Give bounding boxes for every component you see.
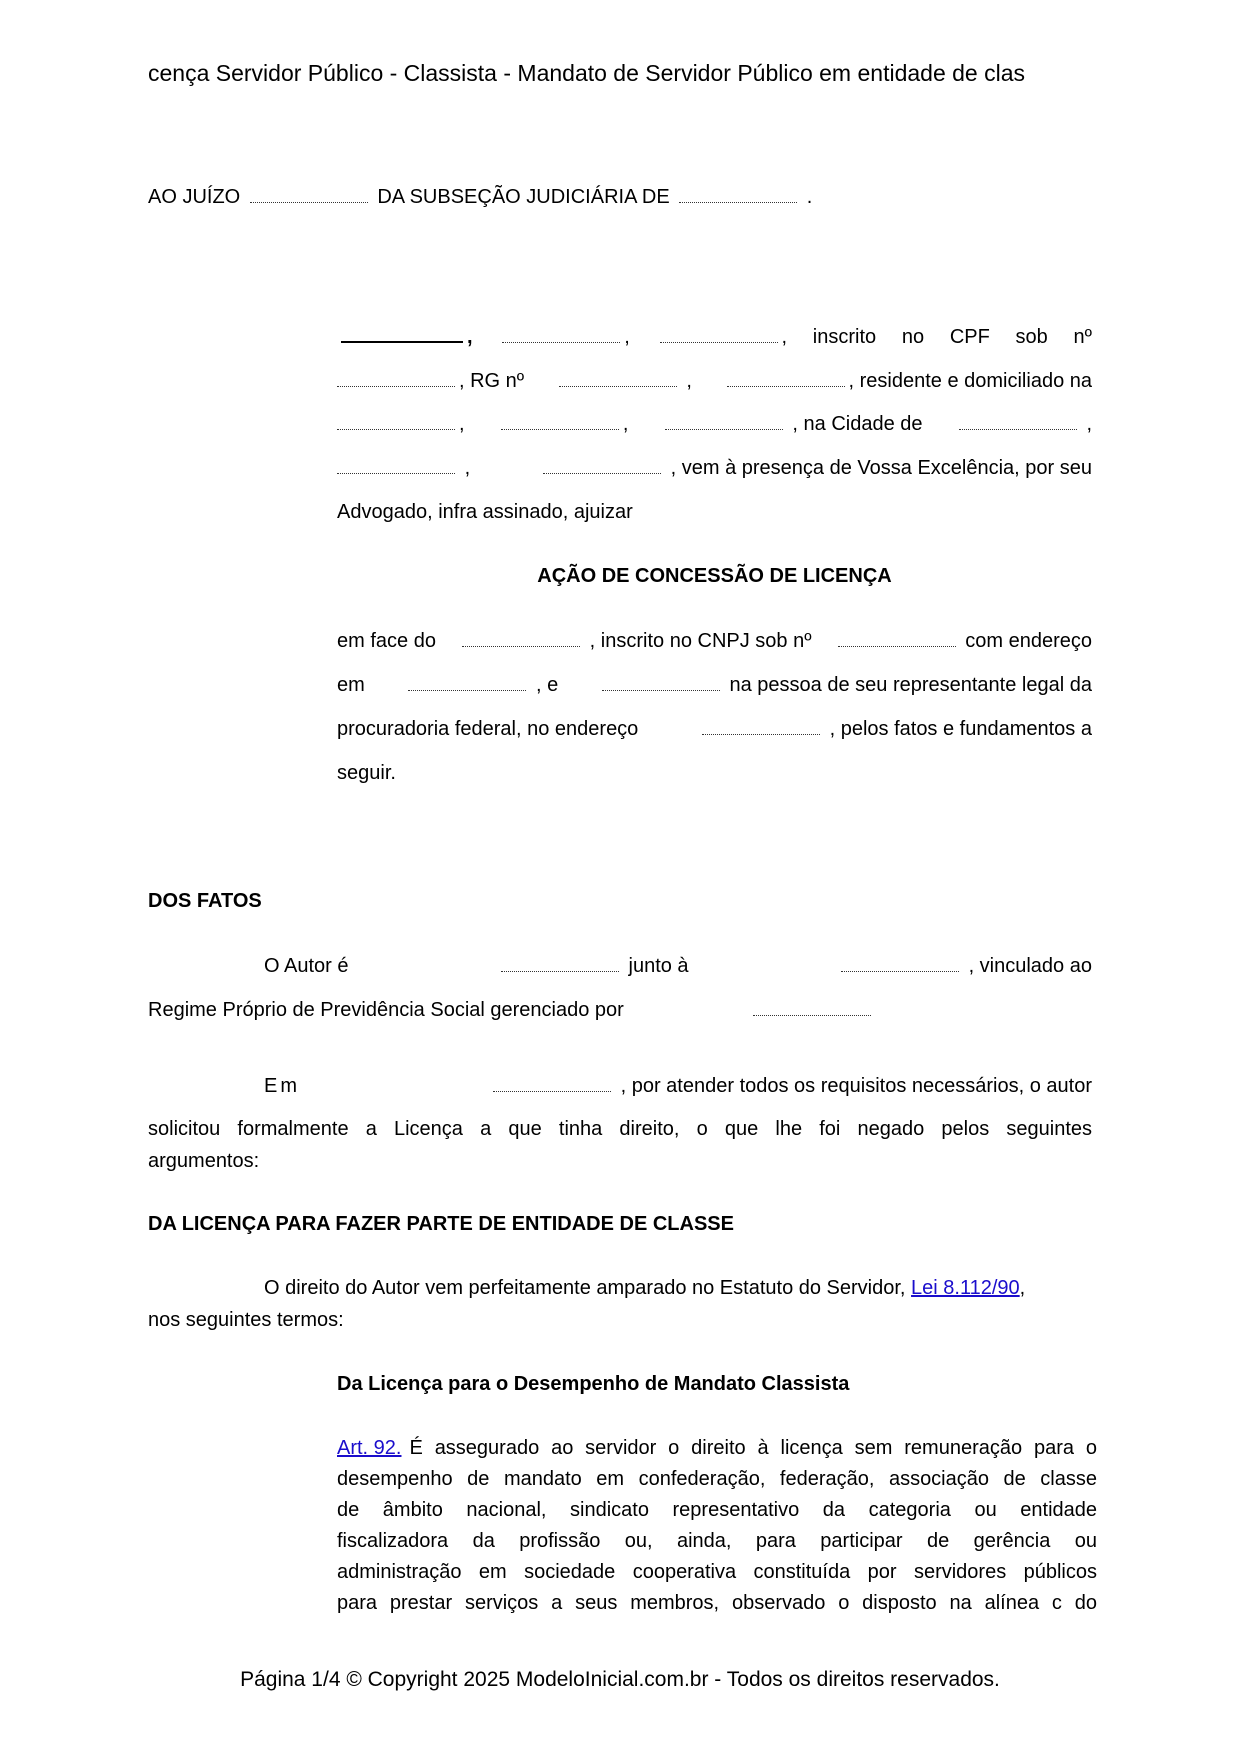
addressee-prefix: AO JUÍZO bbox=[148, 186, 241, 208]
text: O direito do Autor vem perfeitamente amparado no Estatuto do Servidor, bbox=[264, 1277, 906, 1299]
license-p1-line-2: nos seguintes termos: bbox=[148, 1309, 344, 1331]
blank-field[interactable] bbox=[501, 428, 619, 430]
facts-p2-line-1 bbox=[148, 1075, 1092, 1098]
article-line-6: para prestar serviços a seus membros, observado o disposto na alínea c do bbox=[337, 1592, 1097, 1614]
text: Regime Próprio de Previdência Social gerenciado por bbox=[148, 999, 624, 1021]
facts-p2-line-3: argumentos: bbox=[148, 1150, 260, 1172]
facts-p1-line-2 bbox=[148, 999, 875, 1022]
section-heading-license: DA LICENÇA PARA FAZER PARTE DE ENTIDADE DE CLASSE bbox=[148, 1213, 734, 1235]
defendant-line-2 bbox=[337, 674, 1092, 697]
defendant-line-1 bbox=[337, 630, 1092, 653]
license-p1-line-1 bbox=[264, 1277, 1025, 1300]
text: , vinculado ao bbox=[968, 955, 1092, 977]
blank-field[interactable] bbox=[838, 645, 956, 647]
comma: , bbox=[624, 326, 630, 348]
text: , residente e domiciliado na bbox=[848, 370, 1092, 392]
article-line-4: fiscalizadora da profissão ou, ainda, para participar de gerência ou bbox=[337, 1530, 1097, 1552]
text: , por atender todos os requisitos necessários, o autor bbox=[620, 1075, 1092, 1097]
blank-field[interactable] bbox=[337, 472, 455, 474]
article-line-5: administração em sociedade cooperativa constituída por servidores públicos bbox=[337, 1561, 1097, 1583]
blank-field[interactable] bbox=[543, 472, 661, 474]
text: , bbox=[1019, 1277, 1026, 1299]
text: nº bbox=[1073, 326, 1092, 348]
text: com endereço bbox=[965, 630, 1092, 652]
comma: , bbox=[467, 326, 473, 348]
blank-field[interactable] bbox=[727, 385, 845, 387]
subheading-mandate: Da Licença para o Desempenho de Mandato Classista bbox=[337, 1373, 850, 1395]
text: , bbox=[622, 413, 629, 435]
blank-field[interactable] bbox=[337, 428, 455, 430]
blank-field[interactable] bbox=[660, 341, 778, 343]
comma: , bbox=[781, 326, 788, 348]
defendant-line-4: seguir. bbox=[337, 762, 396, 784]
text: O Autor é bbox=[264, 955, 349, 977]
text: , inscrito no CNPJ sob nº bbox=[589, 630, 812, 652]
text: , e bbox=[536, 674, 559, 696]
text: inscrito bbox=[812, 326, 877, 348]
blank-field[interactable] bbox=[665, 428, 783, 430]
article-line-3: de âmbito nacional, sindicato representativo da categoria ou entidade bbox=[337, 1499, 1097, 1521]
qualification-line-1 bbox=[337, 326, 1092, 349]
qualification-line-4 bbox=[337, 457, 1092, 480]
text: , pelos fatos e fundamentos a bbox=[829, 718, 1092, 740]
blank-field[interactable] bbox=[753, 1014, 871, 1016]
blank-field[interactable] bbox=[493, 1090, 611, 1092]
text: junto à bbox=[628, 955, 689, 977]
text: , bbox=[459, 413, 465, 435]
law-link[interactable]: Lei 8.112/90 bbox=[911, 1277, 1020, 1299]
text: na pessoa de seu representante legal da bbox=[729, 674, 1092, 696]
blank-field[interactable] bbox=[462, 645, 580, 647]
article-line-2: desempenho de mandato em confederação, federação, associação de classe bbox=[337, 1468, 1097, 1490]
qualification-line-2 bbox=[337, 370, 1092, 393]
blank-field[interactable] bbox=[602, 689, 720, 691]
addressee-end: . bbox=[806, 186, 813, 208]
text: , vem à presença de Vossa Excelência, por seu bbox=[670, 457, 1092, 479]
blank-field[interactable] bbox=[841, 970, 959, 972]
text: , bbox=[1086, 413, 1092, 435]
action-title: AÇÃO DE CONCESSÃO DE LICENÇA bbox=[537, 565, 892, 587]
blank-field[interactable] bbox=[702, 733, 820, 735]
defendant-line-3 bbox=[337, 718, 1092, 741]
text: em face do bbox=[337, 630, 436, 652]
blank-field[interactable] bbox=[337, 385, 455, 387]
article-link[interactable]: Art. 92. bbox=[337, 1437, 402, 1459]
facts-p2-line-2: solicitou formalmente a Licença a que tinha direito, o que lhe foi negado pelos seguintes bbox=[148, 1118, 1092, 1140]
facts-p1-line-1 bbox=[148, 955, 1092, 978]
page-footer: Página 1/4 © Copyright 2025 ModeloInicial.com.br - Todos os direitos reservados. bbox=[240, 1668, 1000, 1691]
text: sob bbox=[1015, 326, 1048, 348]
section-heading-facts: DOS FATOS bbox=[148, 890, 262, 912]
blank-field[interactable] bbox=[501, 970, 619, 972]
article-line-1 bbox=[337, 1437, 1097, 1460]
text: , bbox=[464, 457, 471, 479]
text: , na Cidade de bbox=[792, 413, 923, 435]
addressee-middle: DA SUBSEÇÃO JUDICIÁRIA DE bbox=[377, 186, 670, 208]
text: CPF bbox=[949, 326, 990, 348]
blank-field[interactable] bbox=[502, 341, 620, 343]
text: , bbox=[686, 370, 692, 392]
text: , RG nº bbox=[459, 370, 525, 392]
blank-field[interactable] bbox=[408, 689, 526, 691]
text: Em bbox=[264, 1075, 300, 1097]
addressee-line bbox=[148, 186, 812, 209]
qualification-line-3 bbox=[337, 413, 1092, 436]
blank-field[interactable] bbox=[559, 385, 677, 387]
blank-field[interactable] bbox=[679, 201, 797, 203]
blank-field[interactable] bbox=[959, 428, 1077, 430]
text: em bbox=[337, 674, 365, 696]
text: procuradoria federal, no endereço bbox=[337, 718, 639, 740]
text: É assegurado ao servidor o direito à licença sem remuneração para o bbox=[409, 1437, 1097, 1459]
text: no bbox=[901, 326, 925, 348]
blank-field-name[interactable] bbox=[341, 340, 463, 343]
page-header-title: cença Servidor Público - Classista - Mandato de Servidor Público em entidade de clas bbox=[148, 60, 1025, 86]
qualification-line-5: Advogado, infra assinado, ajuizar bbox=[337, 501, 633, 523]
blank-field[interactable] bbox=[250, 201, 368, 203]
